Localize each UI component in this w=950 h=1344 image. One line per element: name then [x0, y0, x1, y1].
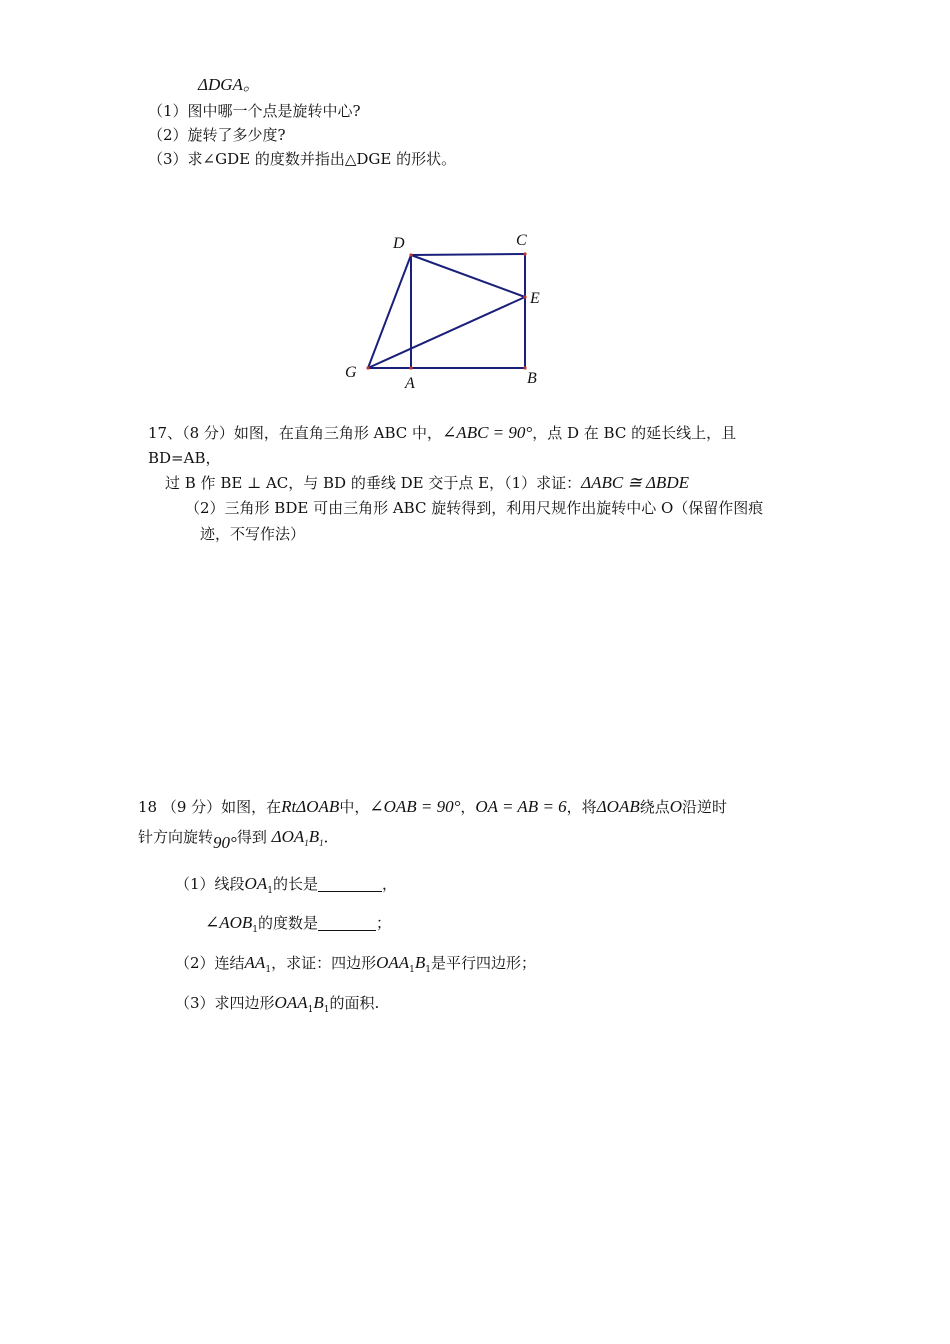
point-D [409, 253, 412, 256]
label-C: C [516, 232, 527, 249]
q18-l2-angle: 90° [213, 833, 237, 852]
geometry-figure [335, 225, 555, 395]
q18-l2-triangle [272, 827, 324, 846]
q18-sub-1 [175, 873, 397, 902]
q18-s3-math: OAA [274, 993, 308, 1012]
q16-triangle-intro: ΔDGA。 [198, 75, 260, 94]
q18-sub-2 [175, 952, 536, 981]
q17-congruence: ΔABC ≅ ΔBDE [581, 473, 689, 492]
q18-l2-tri-a: ΔOA [271, 827, 305, 846]
q18-line-2 [138, 826, 339, 854]
q18-line-1 [138, 796, 727, 818]
label-B: B [527, 370, 537, 387]
q18-l2-text-c: ． [323, 828, 339, 846]
label-G: G [345, 364, 357, 381]
q18-sub-3 [175, 992, 379, 1021]
label-E: E [530, 290, 540, 307]
q17-line-3 [165, 472, 689, 494]
q17-line-3-text: 过 B 作 BE ⊥ AC，与 BD 的垂线 DE 交于点 E，（1）求证： [165, 474, 582, 492]
q17-line-4: （2）三角形 BDE 可由三角形 ABC 旋转得到，利用尺规作出旋转中心 O（保留作图痕 [185, 499, 764, 517]
q18-s2-text-c: 是平行四边形； [430, 954, 536, 972]
q18-s2-text-b: ，求证：四边形 [271, 954, 377, 972]
q18-s1b-sub: 1 [252, 925, 259, 935]
q18-s2-sub: 1 [265, 965, 272, 975]
label-A: A [405, 375, 415, 392]
point-A [409, 366, 412, 369]
q18-s2-math: AA [244, 953, 266, 972]
q17-line-1-text-b: ，点 D 在 BC 的延长线上，且 [532, 424, 737, 442]
q18-l1-text-f: 沿逆时 [682, 798, 728, 816]
q18-s1-math: OA [244, 874, 268, 893]
segment-DE [411, 255, 525, 297]
q18-s1-text-c: ， [381, 875, 397, 893]
q17-angle-abc: ∠ABC = 90° [442, 423, 533, 442]
q18-l2-tri-a-sub: 1 [304, 838, 309, 848]
q18-s2-math-2b-sub: 1 [425, 965, 431, 975]
point-G [366, 366, 369, 369]
q18-l1-math-3: OA = AB = 6 [475, 797, 567, 816]
q18-s1b-answer-blank[interactable] [318, 914, 376, 931]
q18-s1b-text: 的度数是 [258, 914, 319, 932]
point-C [523, 252, 526, 255]
q18-l2-tri-b-sub: 1 [319, 838, 324, 848]
q18-l2-text-a: 针方向旋转 [138, 828, 214, 846]
q17-line-1 [148, 422, 736, 444]
q18-s1b-math: ∠AOB [205, 913, 253, 932]
q18-s2-text-a: （2）连结 [175, 954, 245, 972]
q18-s2-math-2-sub: 1 [409, 965, 415, 975]
point-E [523, 295, 526, 298]
q18-s1-text-a: （1）线段 [175, 875, 245, 893]
q18-s1-sub: 1 [267, 886, 273, 896]
q18-s2-math-2: OAA [376, 953, 410, 972]
q18-l1-math-4: ΔOAB [596, 797, 640, 816]
q18-s1-answer-blank[interactable] [318, 875, 382, 892]
q18-s3-text-b: 的面积. [329, 994, 380, 1012]
q18-s3-math-b: B [313, 993, 324, 1012]
q18-s3-sub-b: 1 [323, 1005, 330, 1015]
label-D: D [393, 235, 405, 252]
q18-sub-1b [205, 912, 391, 941]
q16-sub-question-2: （2）旋转了多少度? [148, 126, 286, 144]
q18-l1-math-1: RtΔOAB [281, 797, 340, 816]
q18-s3-sub: 1 [307, 1005, 314, 1015]
q18-l1-text-a: 18 （9 分）如图，在 [138, 798, 282, 816]
q18-l1-math-2: ∠OAB = 90° [369, 797, 461, 816]
q17-line-5: 迹，不写作法） [200, 525, 306, 543]
q16-sub-question-3: （3）求∠GDE 的度数并指出△DGE 的形状。 [148, 150, 457, 168]
q18-l1-math-5: O [669, 797, 683, 816]
q18-s2-math-2b: B [414, 953, 426, 972]
q17-line-1-text-a: 17、（8 分）如图，在直角三角形 ABC 中， [148, 424, 443, 442]
q17-line-2: BD=AB， [148, 449, 221, 467]
q18-s3-text-a: （3）求四边形 [175, 994, 275, 1012]
q18-l2-text-b: 得到 [236, 828, 267, 846]
q18-l1-text-c: ， [460, 798, 476, 816]
q18-l1-text-e: 绕点 [639, 798, 670, 816]
segment-DC [411, 254, 525, 255]
q18-l2-tri-b: B [308, 827, 320, 846]
q18-l1-text-d: ，将 [566, 798, 597, 816]
q18-s1b-text-c: ； [376, 914, 392, 932]
figure-lines [368, 254, 525, 368]
q18-l1-text-b: 中， [339, 798, 370, 816]
q16-sub-question-1: （1）图中哪一个点是旋转中心? [148, 102, 361, 120]
q18-s1-text-b: 的长是 [272, 875, 318, 893]
